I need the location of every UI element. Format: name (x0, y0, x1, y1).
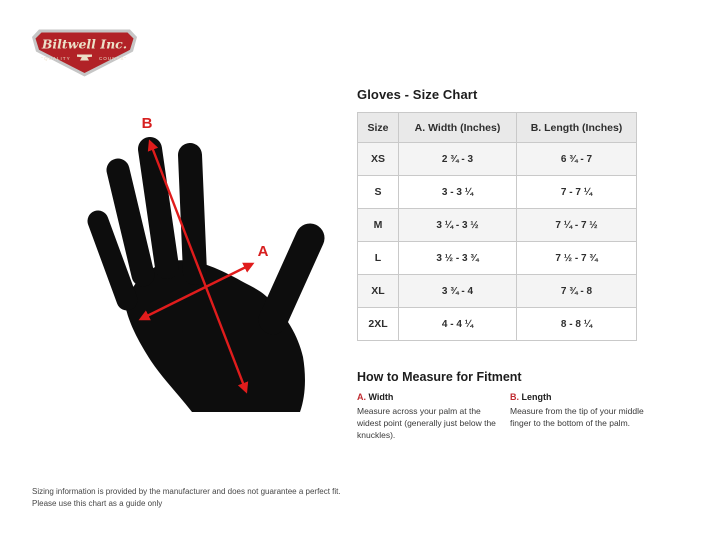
measure-length-block (510, 392, 662, 430)
table-row (358, 242, 637, 275)
measure-width-label: Width (368, 392, 394, 402)
size-value: S (358, 176, 399, 209)
size-value: XL (358, 275, 399, 308)
col-header-width: A. Width (Inches) (399, 113, 517, 143)
disclaimer-line-1: Sizing information is provided by the manufacturer and does not guarantee a perfect fit. (32, 487, 341, 496)
thumb (273, 238, 310, 320)
label-b: B (141, 115, 153, 132)
size-chart-title: Gloves - Size Chart (357, 87, 478, 102)
length-value: 8 - 8 ¼ (517, 308, 637, 341)
hand-measure-diagram (55, 95, 355, 440)
measure-width-text: Measure across your palm at the widest point (generally just below the knuckles). (357, 406, 496, 440)
biltwell-logo (31, 29, 138, 77)
brand-name: Biltwell Inc. (41, 36, 128, 52)
length-value: 7 ¼ - 7 ½ (517, 209, 637, 242)
col-header-size: Size (358, 113, 399, 143)
disclaimer (32, 486, 341, 511)
size-value: L (358, 242, 399, 275)
label-a: A (257, 243, 269, 260)
table-header-row (358, 113, 637, 143)
col-header-length: B. Length (Inches) (517, 113, 637, 143)
badge-icon (31, 29, 138, 77)
length-value: 7 - 7 ¼ (517, 176, 637, 209)
tagline-quality: "QUALITY (41, 56, 71, 61)
size-chart-table (357, 112, 637, 341)
length-value: 6 ¾ - 7 (517, 143, 637, 176)
width-value: 3 ½ - 3 ¾ (399, 242, 517, 275)
hand-silhouette-graphic (55, 95, 355, 440)
measure-section-title: How to Measure for Fitment (357, 370, 522, 384)
measure-width-heading (357, 392, 505, 402)
measure-width-block (357, 392, 505, 442)
size-value: XS (358, 143, 399, 176)
table-row (358, 143, 637, 176)
tagline-counts: COUNTS" (98, 56, 128, 61)
measure-length-text: Measure from the tip of your middle finger to the bottom of the palm. (510, 406, 644, 428)
length-value: 7 ½ - 7 ¾ (517, 242, 637, 275)
width-value: 3 - 3 ¼ (399, 176, 517, 209)
measure-length-label: Length (521, 392, 552, 402)
table-row (358, 209, 637, 242)
width-value: 3 ¾ - 4 (399, 275, 517, 308)
table-row (358, 275, 637, 308)
disclaimer-line-2: Please use this chart as a guide only (32, 499, 163, 509)
width-value: 2 ¾ - 3 (399, 143, 517, 176)
length-value: 7 ¾ - 8 (517, 275, 637, 308)
size-value: 2XL (358, 308, 399, 341)
width-value: 3 ¼ - 3 ½ (399, 209, 517, 242)
measure-length-key: B. (510, 392, 519, 402)
table-row (358, 176, 637, 209)
measure-length-heading (510, 392, 662, 402)
measure-width-key: A. (357, 392, 366, 402)
width-value: 4 - 4 ¼ (399, 308, 517, 341)
table-row (358, 308, 637, 341)
size-value: M (358, 209, 399, 242)
